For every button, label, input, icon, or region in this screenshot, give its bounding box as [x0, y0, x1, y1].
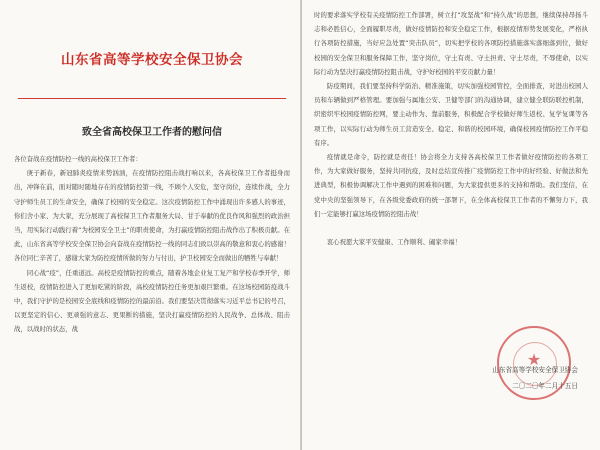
- paragraph: 防疫期间，我们要坚持科学防治、精准施策，切实加强校园管控，全面排查，对进出校园人员和车辆做到严格管理。要加强与属地公安、卫健等部门的沟通协调，建立健全联防联控机制，织密织牢校园疫情防控网，要主动作为、靠前服务，积极配合学校做好师生返校、复学复课等各项工作，以实际行动为师生员工营造安全、稳定、和谐的校园环境，确保校园疫情防控工作平稳有序。: [314, 82, 588, 147]
- seal-star-icon: ★: [526, 350, 542, 369]
- red-divider: [18, 98, 286, 99]
- letter-title: 致全省高校保卫工作者的慰问信: [82, 127, 222, 138]
- right-body: [314, 8, 588, 221]
- paragraph: 同心战“疫”，任重道远。高校是疫情防控的重点，随着各地企业复工复产和学校春季开学，师生返校，疫情防控进入了更加吃紧的阶段，高校疫情防控任务更加艰巨繁重。在这场校园防疫战斗中，我们守护的是校园安全底线和疫情防控的最前沿。我们要坚决贯彻落实习近平总书记的号召，以更坚定的信心、更顽强的意志、更果断的措施，坚决打赢疫情防控的人民战争、总体战、阻击战，以战时的状态，战: [14, 268, 290, 334]
- paragraph: 时的要求落实学校有关疫情防控工作部署，树立打“攻坚战”和“持久战”的思想，继续保持昂扬斗志和必胜信心，全面履职尽责，做好疫情防控和安全稳定工作，根据疫情形势发展变化，严格执行各项防控措施，当好应急处置“突击队员”，切实把学校的各项防控措施落实落细落到位，做好校园的安全保卫和服务保障工作，坚守岗位，守土有责、守土担责、守土尽责，不辱使命，以实际行动为坚决打赢疫情防控阻击战，守护好校园的平安贡献力量！: [314, 11, 588, 76]
- signoff-date: 二〇二〇年二月十五日: [512, 382, 578, 390]
- organization-header: 山东省高等学校安全保卫协会: [61, 52, 243, 68]
- signoff-organization: 山东省高等学校安全保卫协会: [492, 366, 578, 374]
- left-body: [14, 166, 290, 336]
- paragraph: 疫情就是命令，防控就是责任！协会将全力支持各高校保卫工作者做好疫情防控的各项工作，为大家做好服务，坚持共同抗疫，及时总结宣传推广疫情防控工作中的好经验、好做法和先进典型，积极协调解决工作中遇到的困难和问题，为大家提供更多的支持和帮助。我们坚信，在党中央的坚强领导下，在各级党委政府的统一部署下，在全体高校保卫工作者的不懈努力下，我们一定能够打赢这场疫情防控阻击战！: [314, 153, 588, 218]
- paragraph: 庚子新春，新冠肺炎疫情来势汹汹，在疫情防控阻击战打响以来，各高校保卫工作者挺身而出，冲锋在前，面对随时随地存在的疫情防控第一线，不顾个人安危，坚守岗位，连续作战，全力守护师生员工的生命安全，确保了校园的安全稳定。这次疫情防控工作中涌现出许多感人的事迹，你们舍小家、为大家，充分展现了高校保卫工作者服务大局、甘于奉献的优良作风和强烈的政治担当，用实际行动践行着“为校园安全卫士”的职责使命，为打赢疫情防控阻击战作出了积极贡献。在此，山东省高等学校安全保卫协会向奋战在疫情防控一线的同志们致以崇高的敬意和衷心的感谢！各位同仁辛苦了，感谢大家为防控疫情所做的努力与付出，护卫校园安全而做出的牺牲与奉献！: [14, 169, 290, 263]
- closing-wish: 衷心祝愿大家平安健康、工作顺利、阖家幸福！: [326, 238, 461, 247]
- salutation: 各位奋战在疫情防控一线的高校保卫工作者：: [14, 155, 142, 163]
- signoff: [492, 362, 578, 394]
